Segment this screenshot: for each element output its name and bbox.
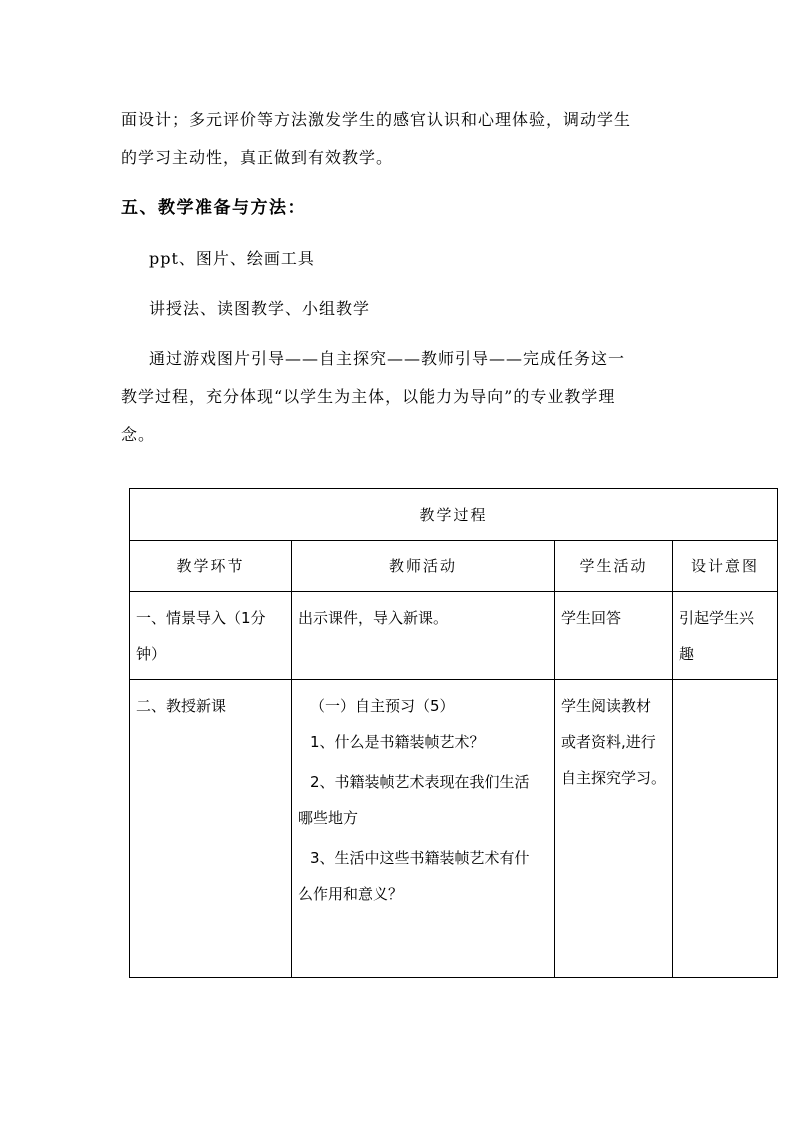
- row2-teacher: [292, 680, 555, 978]
- row2-student-line-3: 自主探究学习。: [561, 769, 667, 787]
- row2-student-line-1: 学生阅读教材: [561, 697, 652, 715]
- row1-stage-line-1: 一、情景导入（1分: [136, 609, 266, 627]
- row2-teacher-line-2: 1、什么是书籍装帧艺术？: [310, 733, 485, 751]
- section-5-heading: 五、教学准备与方法：: [121, 198, 306, 218]
- process-line-3: 念。: [121, 425, 156, 444]
- process-line-2: 教学过程，充分体现“以学生为主体，以能力为导向”的专业教学理: [121, 387, 616, 406]
- methods-line: 讲授法、读图教学、小组教学: [149, 299, 371, 318]
- row1-student: [555, 592, 673, 680]
- process-line-1: 通过游戏图片引导——自主探究——教师引导——完成任务这一: [149, 349, 626, 368]
- row2-student-line-2: 或者资料,进行: [561, 733, 656, 751]
- row2-teacher-line-5: 3、生活中这些书籍装帧艺术有什: [310, 849, 530, 867]
- table-title: 教学过程: [130, 489, 778, 541]
- row1-intent: [673, 592, 778, 680]
- intro-line-2: 的学习主动性，真正做到有效教学。: [121, 148, 394, 167]
- header-student: 学生活动: [555, 541, 673, 592]
- table-row: [130, 592, 778, 680]
- materials-line: ppt、图片、绘画工具: [149, 249, 315, 268]
- row2-teacher-line-3: 2、书籍装帧艺术表现在我们生活: [310, 773, 530, 791]
- row2-stage: [130, 680, 292, 978]
- row1-intent-line-1: 引起学生兴: [679, 609, 755, 627]
- row1-intent-line-2: 趣: [679, 645, 695, 663]
- header-stage: 教学环节: [130, 541, 292, 592]
- row1-stage-line-2: 钟）: [136, 645, 167, 663]
- header-teacher: 教师活动: [292, 541, 555, 592]
- row2-student: [555, 680, 673, 978]
- row2-teacher-line-1: （一）自主预习（5）: [310, 697, 455, 715]
- row2-stage-line-1: 二、教授新课: [136, 697, 227, 715]
- row1-teacher-line-1: 出示课件，导入新课。: [298, 609, 449, 627]
- row2-teacher-line-6: 么作用和意义？: [298, 885, 404, 903]
- row2-teacher-line-4: 哪些地方: [298, 809, 359, 827]
- header-intent: 设计意图: [673, 541, 778, 592]
- row1-stage: [130, 592, 292, 680]
- intro-line-1: 面设计；多元评价等方法激发学生的感官认识和心理体验，调动学生: [121, 110, 632, 129]
- table-row: [130, 680, 778, 978]
- row1-teacher: [292, 592, 555, 680]
- row1-student-line-1: 学生回答: [561, 609, 622, 627]
- row2-intent: [673, 680, 778, 978]
- lesson-process-table: [129, 488, 778, 978]
